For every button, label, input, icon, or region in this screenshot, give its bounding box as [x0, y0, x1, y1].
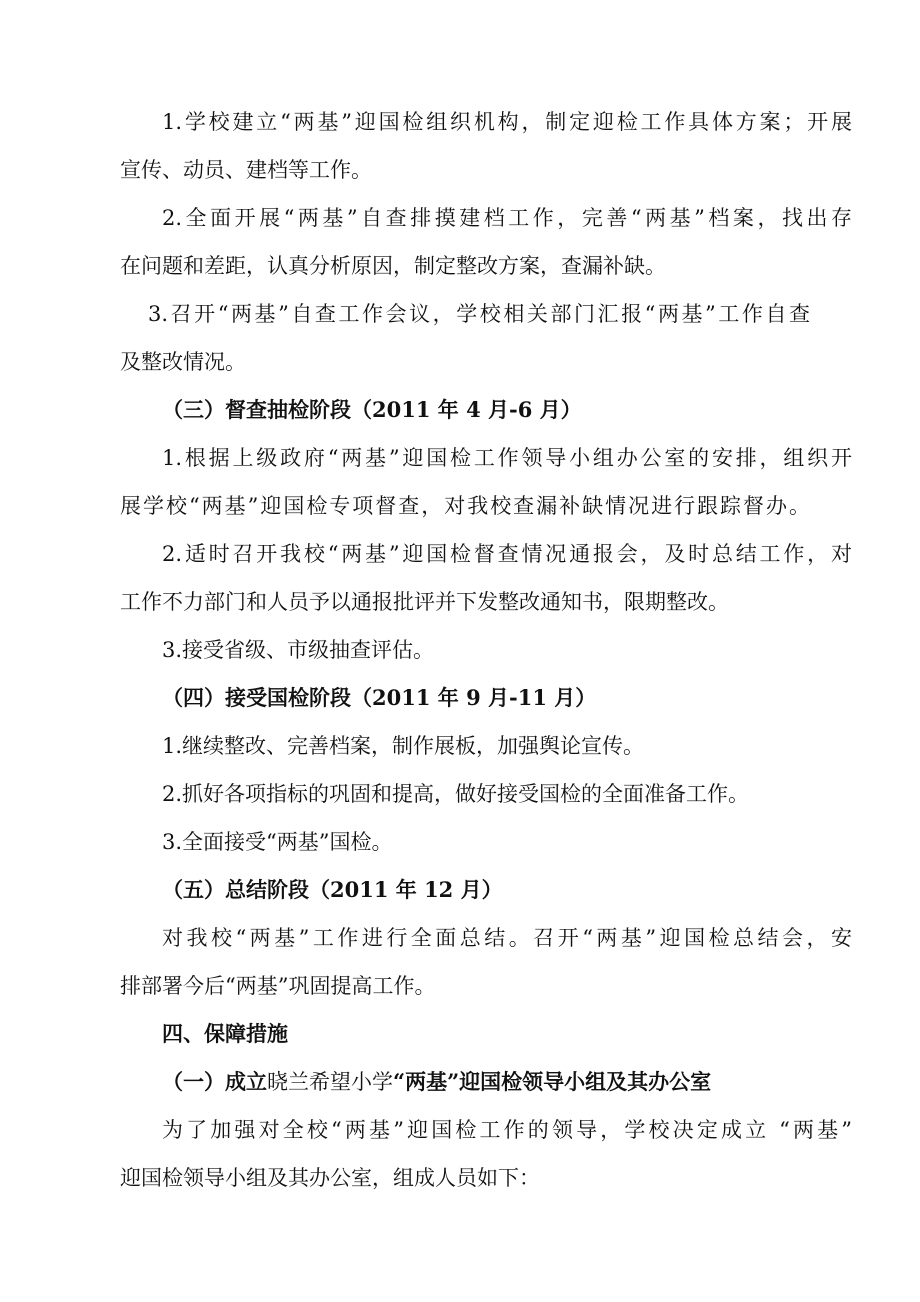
section-heading: （三）督查抽检阶段（2011 年 4 月-6 月）: [162, 397, 582, 422]
paragraph-line: 3.召开“两基”自查工作会议，学校相关部门汇报“两基”工作自查: [148, 302, 810, 326]
paragraph-line: 1.根据上级政府“两基”迎国检工作领导小组办公室的安排，组织开: [162, 446, 852, 470]
paragraph-line: 2.全面开展“两基”自查排摸建档工作，完善“两基”档案，找出存: [162, 206, 852, 230]
section-heading: （五）总结阶段（2011 年 12 月）: [162, 877, 503, 902]
section-heading: （四）接受国检阶段（2011 年 9 月-11 月）: [162, 685, 597, 710]
subsection-heading: [162, 1067, 852, 1097]
paragraph-line: 对我校“两基”工作进行全面总结。召开“两基”迎国检总结会，安: [162, 926, 852, 950]
paragraph-line: 2.适时召开我校“两基”迎国检督查情况通报会，及时总结工作，对: [162, 542, 852, 566]
paragraph-line: 排部署今后“两基”巩固提高工作。: [120, 974, 436, 998]
paragraph-line: 3.全面接受“两基”国检。: [162, 830, 393, 854]
paragraph-line: 3.接受省级、市级抽查评估。: [162, 638, 435, 662]
paragraph-line: 迎国检领导小组及其办公室，组成人员如下：: [120, 1166, 540, 1190]
heading-prefix: （一）成立: [162, 1069, 267, 1094]
paragraph-line: 为了加强对全校“两基”迎国检工作的领导，学校决定成立 “两基”: [162, 1118, 852, 1142]
paragraph-line: 宣传、动员、建档等工作。: [120, 158, 372, 182]
heading-suffix: “两基”迎国检领导小组及其办公室: [393, 1069, 712, 1094]
paragraph-line: 在问题和差距，认真分析原因，制定整改方案，查漏补缺。: [120, 254, 666, 278]
paragraph-line: 1.继续整改、完善档案，制作展板，加强舆论宣传。: [162, 734, 645, 758]
paragraph-line: 展学校“两基”迎国检专项督查，对我校查漏补缺情况进行跟踪督办。: [120, 494, 810, 518]
paragraph-line: 2.抓好各项指标的巩固和提高，做好接受国检的全面准备工作。: [162, 782, 750, 806]
chapter-heading: 四、保障措施: [162, 1021, 288, 1046]
paragraph-line: 1.学校建立“两基”迎国检组织机构，制定迎检工作具体方案；开展: [162, 110, 852, 134]
paragraph-line: 工作不力部门和人员予以通报批评并下发整改通知书，限期整改。: [120, 590, 729, 614]
paragraph-line: 及整改情况。: [120, 350, 246, 374]
school-name: 晓兰希望小学: [267, 1070, 393, 1094]
